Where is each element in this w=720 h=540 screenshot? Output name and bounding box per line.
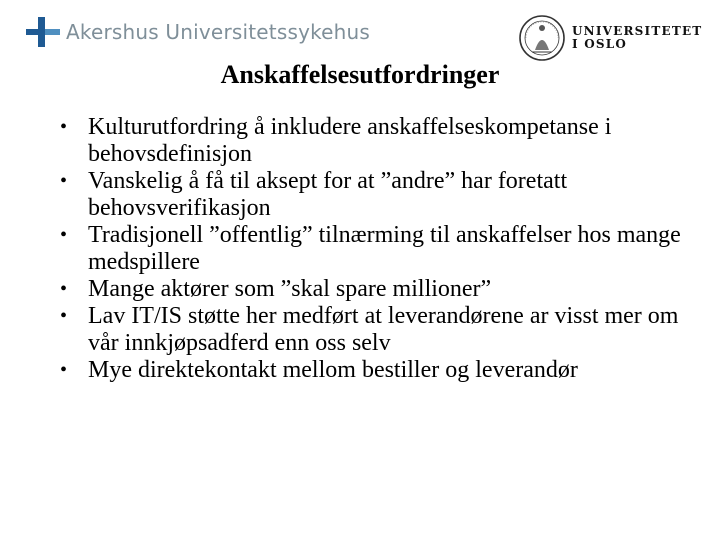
bullet-text: Tradisjonell ”offentlig” tilnærming til anskaffelser hos mange medspillere <box>88 222 681 275</box>
bullet-item <box>60 303 700 357</box>
uio-seal-icon <box>518 14 566 62</box>
ahus-name: Akershus Universitetssykehus <box>66 20 371 44</box>
bullet-item <box>60 357 700 384</box>
bullet-text: Mye direktekontakt mellom bestiller og leverandør <box>88 357 578 383</box>
bullet-symbol: • <box>60 170 68 192</box>
bullet-symbol: • <box>60 305 68 327</box>
ahus-logo <box>26 16 370 48</box>
bullet-text: Lav IT/IS støtte her medført at leverandørene ar visst mer om vår innkjøpsadferd enn oss selv <box>88 303 679 356</box>
bullet-text: Kulturutfordring å inkludere anskaffelseskompetanse i behovsdefinisjon <box>88 114 612 167</box>
bullet-symbol: • <box>60 116 68 138</box>
slide-title: Anskaffelsesutfordringer <box>220 60 500 89</box>
ahus-cross-icon <box>26 17 60 47</box>
bullet-item <box>60 222 700 276</box>
bullet-symbol: • <box>60 278 68 300</box>
bullet-item <box>60 168 700 222</box>
bullet-symbol: • <box>60 224 68 246</box>
bullet-item <box>60 114 700 168</box>
bullet-item <box>60 276 700 303</box>
bullet-list <box>60 114 700 384</box>
bullet-text: Mange aktører som ”skal spare millioner” <box>88 276 492 302</box>
uio-logo <box>518 14 702 62</box>
uio-name-line1: UNIVERSITETET <box>572 24 703 38</box>
bullet-symbol: • <box>60 359 68 381</box>
uio-name-line2: I OSLO <box>572 37 628 51</box>
bullet-text: Vanskelig å få til aksept for at ”andre” har foretatt behovsverifikasjon <box>88 168 568 221</box>
